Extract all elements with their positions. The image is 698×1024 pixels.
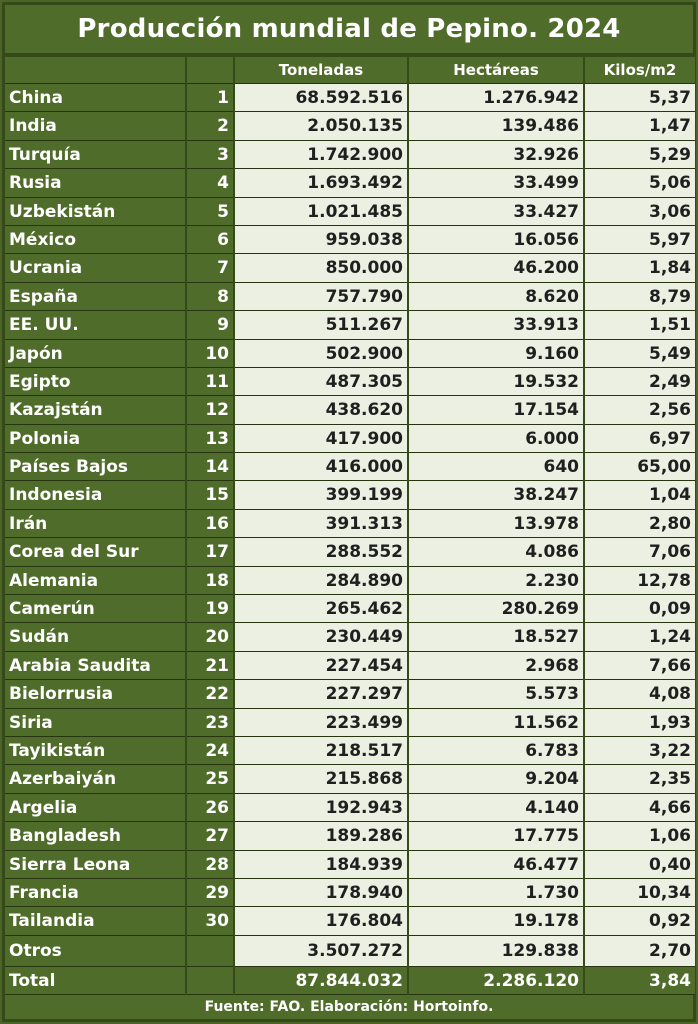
table-row-country-cell: Bielorrusia	[5, 680, 185, 708]
table-row-country-cell: Polonia	[5, 425, 185, 453]
table-row-rank-cell: 22	[187, 680, 233, 708]
table-row-country-cell: Camerún	[5, 595, 185, 623]
table-row-rank-cell: 29	[187, 879, 233, 907]
table-frame	[2, 2, 696, 1022]
table-row-rank-cell: 2	[187, 112, 233, 140]
table-row-toneladas-cell: 178.940	[235, 879, 407, 907]
total-row-toneladas-cell: 87.844.032	[235, 967, 407, 995]
table-row-kilos-m2-cell: 2,80	[585, 510, 695, 538]
table-row-toneladas-cell: 1.742.900	[235, 141, 407, 169]
table-row-toneladas-cell: 757.790	[235, 283, 407, 311]
table-row-hectareas-cell: 17.154	[409, 396, 583, 424]
table-row-hectareas-cell: 5.573	[409, 680, 583, 708]
table-row-toneladas-cell: 68.592.516	[235, 84, 407, 112]
table-row-rank-cell: 23	[187, 709, 233, 737]
table-row-hectareas-cell: 32.926	[409, 141, 583, 169]
table-row-toneladas-cell: 227.454	[235, 652, 407, 680]
table-row-kilos-m2-cell: 4,66	[585, 794, 695, 822]
table-row-country-cell: Tailandia	[5, 907, 185, 935]
table-row-toneladas-cell: 1.693.492	[235, 169, 407, 197]
table-row-hectareas-cell: 9.160	[409, 340, 583, 368]
table-row-hectareas-cell: 9.204	[409, 765, 583, 793]
table-row-rank-cell: 14	[187, 453, 233, 481]
table-row-hectareas-cell: 16.056	[409, 226, 583, 254]
table-row-kilos-m2-cell: 0,09	[585, 595, 695, 623]
table-row-country-cell: Rusia	[5, 169, 185, 197]
otros-row-country-cell: Otros	[5, 936, 185, 967]
otros-row-toneladas-cell: 3.507.272	[235, 936, 407, 967]
header-hectareas: Hectáreas	[409, 57, 583, 84]
table-row-kilos-m2-cell: 2,35	[585, 765, 695, 793]
table-row-rank-cell: 26	[187, 794, 233, 822]
table-row-kilos-m2-cell: 5,37	[585, 84, 695, 112]
table-row-hectareas-cell: 46.200	[409, 254, 583, 282]
table-row-country-cell: EE. UU.	[5, 311, 185, 339]
table-row-toneladas-cell: 227.297	[235, 680, 407, 708]
table-row-country-cell: Japón	[5, 340, 185, 368]
table-row-rank-cell: 1	[187, 84, 233, 112]
table-row-toneladas-cell: 417.900	[235, 425, 407, 453]
total-row-kilos-m2-cell: 3,84	[585, 967, 695, 995]
table-row-country-cell: Países Bajos	[5, 453, 185, 481]
table-row-rank-cell: 3	[187, 141, 233, 169]
table-row-hectareas-cell: 17.775	[409, 822, 583, 850]
table-row-rank-cell: 25	[187, 765, 233, 793]
table-row-hectareas-cell: 33.427	[409, 198, 583, 226]
table-row-rank-cell: 8	[187, 283, 233, 311]
table-row-country-cell: Bangladesh	[5, 822, 185, 850]
table-row-country-cell: Egipto	[5, 368, 185, 396]
table-row-kilos-m2-cell: 7,66	[585, 652, 695, 680]
table-row-country-cell: Kazajstán	[5, 396, 185, 424]
table-row-rank-cell: 30	[187, 907, 233, 935]
table-row-kilos-m2-cell: 1,51	[585, 311, 695, 339]
otros-row-hectareas-cell: 129.838	[409, 936, 583, 967]
table-row-toneladas-cell: 265.462	[235, 595, 407, 623]
table-row-kilos-m2-cell: 65,00	[585, 453, 695, 481]
table-row-rank-cell: 11	[187, 368, 233, 396]
table-row-hectareas-cell: 11.562	[409, 709, 583, 737]
table-row-hectareas-cell: 13.978	[409, 510, 583, 538]
table-row-country-cell: Alemania	[5, 567, 185, 595]
table-row-toneladas-cell: 2.050.135	[235, 112, 407, 140]
table-row-hectareas-cell: 46.477	[409, 851, 583, 879]
table-row-kilos-m2-cell: 8,79	[585, 283, 695, 311]
header-country	[5, 57, 185, 84]
table-row-toneladas-cell: 215.868	[235, 765, 407, 793]
table-row-hectareas-cell: 139.486	[409, 112, 583, 140]
table-row-rank-cell: 24	[187, 737, 233, 765]
table-row-rank-cell: 15	[187, 481, 233, 509]
table-row-country-cell: Sudán	[5, 623, 185, 651]
table-row-kilos-m2-cell: 3,06	[585, 198, 695, 226]
total-row-hectareas-cell: 2.286.120	[409, 967, 583, 995]
otros-row-kilos-m2-cell: 2,70	[585, 936, 695, 967]
table-row-hectareas-cell: 18.527	[409, 623, 583, 651]
table-row-country-cell: España	[5, 283, 185, 311]
header-toneladas: Toneladas	[235, 57, 407, 84]
table-row-toneladas-cell: 399.199	[235, 481, 407, 509]
table-row-country-cell: México	[5, 226, 185, 254]
table-row-rank-cell: 9	[187, 311, 233, 339]
table-row-kilos-m2-cell: 4,08	[585, 680, 695, 708]
table-row-hectareas-cell: 1.730	[409, 879, 583, 907]
table-row-hectareas-cell: 4.140	[409, 794, 583, 822]
table-row-rank-cell: 16	[187, 510, 233, 538]
table-row-country-cell: Ucrania	[5, 254, 185, 282]
header-rank	[187, 57, 233, 84]
table-row-rank-cell: 28	[187, 851, 233, 879]
table-row-toneladas-cell: 218.517	[235, 737, 407, 765]
header-kilos-m2: Kilos/m2	[585, 57, 695, 84]
data-table	[5, 57, 695, 995]
table-row-country-cell: Turquía	[5, 141, 185, 169]
table-row-toneladas-cell: 189.286	[235, 822, 407, 850]
table-row-hectareas-cell: 6.783	[409, 737, 583, 765]
table-row-kilos-m2-cell: 5,06	[585, 169, 695, 197]
table-row-rank-cell: 12	[187, 396, 233, 424]
table-row-rank-cell: 27	[187, 822, 233, 850]
table-row-kilos-m2-cell: 12,78	[585, 567, 695, 595]
table-row-toneladas-cell: 288.552	[235, 538, 407, 566]
table-row-country-cell: Sierra Leona	[5, 851, 185, 879]
table-row-hectareas-cell: 1.276.942	[409, 84, 583, 112]
table-row-toneladas-cell: 223.499	[235, 709, 407, 737]
table-row-rank-cell: 17	[187, 538, 233, 566]
table-row-kilos-m2-cell: 1,06	[585, 822, 695, 850]
table-row-kilos-m2-cell: 5,29	[585, 141, 695, 169]
table-row-kilos-m2-cell: 5,49	[585, 340, 695, 368]
table-row-hectareas-cell: 8.620	[409, 283, 583, 311]
table-row-rank-cell: 5	[187, 198, 233, 226]
table-row-toneladas-cell: 284.890	[235, 567, 407, 595]
table-row-toneladas-cell: 176.804	[235, 907, 407, 935]
table-row-kilos-m2-cell: 2,49	[585, 368, 695, 396]
table-row-kilos-m2-cell: 1,24	[585, 623, 695, 651]
table-row-hectareas-cell: 38.247	[409, 481, 583, 509]
table-row-kilos-m2-cell: 1,04	[585, 481, 695, 509]
table-row-toneladas-cell: 502.900	[235, 340, 407, 368]
table-row-hectareas-cell: 19.178	[409, 907, 583, 935]
table-row-hectareas-cell: 280.269	[409, 595, 583, 623]
table-row-toneladas-cell: 192.943	[235, 794, 407, 822]
table-row-kilos-m2-cell: 6,97	[585, 425, 695, 453]
table-row-toneladas-cell: 230.449	[235, 623, 407, 651]
table-row-kilos-m2-cell: 2,56	[585, 396, 695, 424]
table-row-country-cell: Arabia Saudita	[5, 652, 185, 680]
table-row-toneladas-cell: 391.313	[235, 510, 407, 538]
table-row-country-cell: Francia	[5, 879, 185, 907]
table-row-toneladas-cell: 850.000	[235, 254, 407, 282]
table-row-country-cell: Irán	[5, 510, 185, 538]
table-row-toneladas-cell: 416.000	[235, 453, 407, 481]
table-row-kilos-m2-cell: 1,84	[585, 254, 695, 282]
table-row-hectareas-cell: 2.968	[409, 652, 583, 680]
table-row-country-cell: Indonesia	[5, 481, 185, 509]
table-row-kilos-m2-cell: 1,47	[585, 112, 695, 140]
table-row-country-cell: China	[5, 84, 185, 112]
table-row-toneladas-cell: 438.620	[235, 396, 407, 424]
table-row-rank-cell: 20	[187, 623, 233, 651]
table-row-hectareas-cell: 4.086	[409, 538, 583, 566]
table-row-toneladas-cell: 511.267	[235, 311, 407, 339]
table-row-kilos-m2-cell: 10,34	[585, 879, 695, 907]
table-row-toneladas-cell: 184.939	[235, 851, 407, 879]
table-row-hectareas-cell: 640	[409, 453, 583, 481]
table-row-rank-cell: 6	[187, 226, 233, 254]
table-row-hectareas-cell: 19.532	[409, 368, 583, 396]
table-row-rank-cell: 19	[187, 595, 233, 623]
table-title: Producción mundial de Pepino. 2024	[5, 5, 693, 53]
table-row-rank-cell: 13	[187, 425, 233, 453]
table-row-rank-cell: 4	[187, 169, 233, 197]
table-row-toneladas-cell: 487.305	[235, 368, 407, 396]
table-row-kilos-m2-cell: 1,93	[585, 709, 695, 737]
table-row-rank-cell: 7	[187, 254, 233, 282]
table-row-kilos-m2-cell: 7,06	[585, 538, 695, 566]
table-row-hectareas-cell: 33.499	[409, 169, 583, 197]
table-row-kilos-m2-cell: 0,92	[585, 907, 695, 935]
table-row-toneladas-cell: 1.021.485	[235, 198, 407, 226]
table-row-hectareas-cell: 33.913	[409, 311, 583, 339]
table-row-kilos-m2-cell: 5,97	[585, 226, 695, 254]
table-row-rank-cell: 21	[187, 652, 233, 680]
table-row-hectareas-cell: 2.230	[409, 567, 583, 595]
table-row-country-cell: Corea del Sur	[5, 538, 185, 566]
table-row-country-cell: Uzbekistán	[5, 198, 185, 226]
table-row-country-cell: Tayikistán	[5, 737, 185, 765]
table-row-kilos-m2-cell: 3,22	[585, 737, 695, 765]
otros-row-rank-cell	[187, 936, 233, 967]
table-row-rank-cell: 10	[187, 340, 233, 368]
table-row-hectareas-cell: 6.000	[409, 425, 583, 453]
table-row-kilos-m2-cell: 0,40	[585, 851, 695, 879]
table-row-country-cell: India	[5, 112, 185, 140]
total-row-country-cell: Total	[5, 967, 185, 995]
table-row-toneladas-cell: 959.038	[235, 226, 407, 254]
source-footer: Fuente: FAO. Elaboración: Hortoinfo.	[5, 995, 693, 1019]
table-row-country-cell: Azerbaiyán	[5, 765, 185, 793]
total-row-rank-cell	[187, 967, 233, 995]
table-row-country-cell: Argelia	[5, 794, 185, 822]
table-row-country-cell: Siria	[5, 709, 185, 737]
table-row-rank-cell: 18	[187, 567, 233, 595]
